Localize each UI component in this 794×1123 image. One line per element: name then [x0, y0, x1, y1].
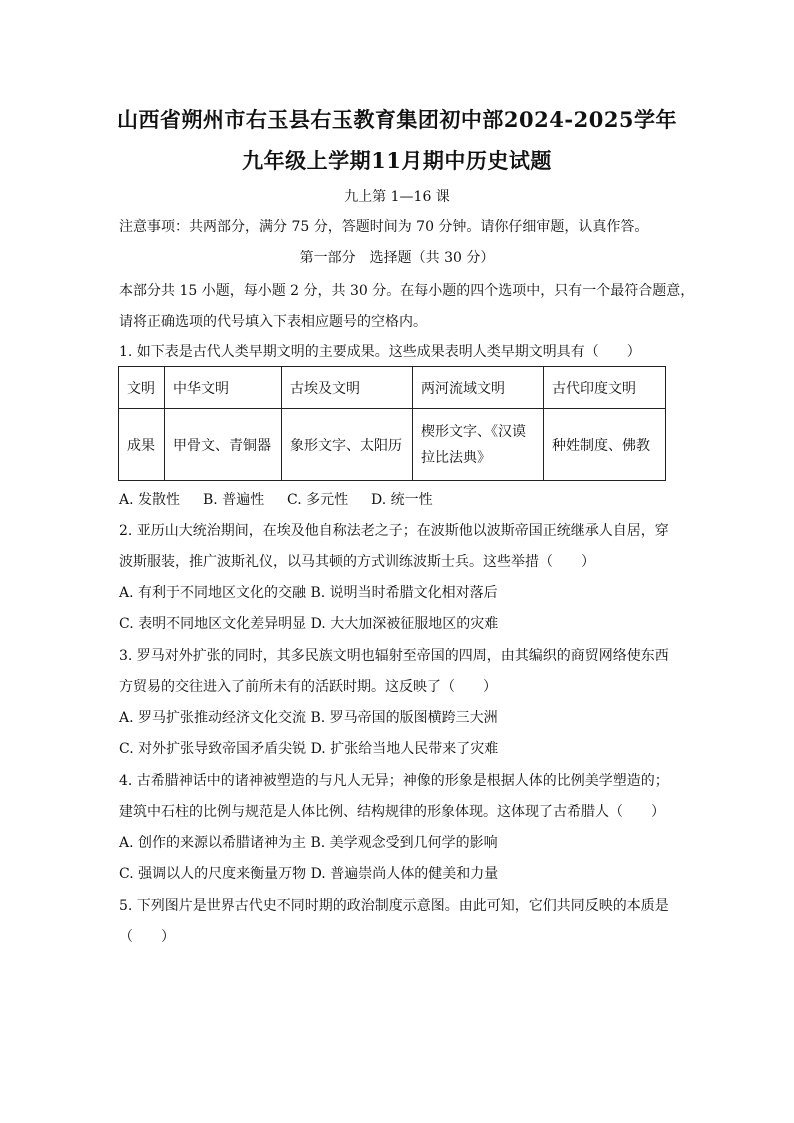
q3-options-cd: C. 对外扩张导致帝国矛盾尖锐 D. 扩张给当地人民带来了灾难 [119, 741, 499, 757]
q3-options-ab: A. 罗马扩张推动经济文化交流 B. 罗马帝国的版图横跨三大洲 [119, 710, 498, 726]
table-cell: 甲骨文、青铜器 [165, 409, 282, 481]
table-cell-line: 楔形文字、《汉谟 [421, 423, 526, 440]
part1-intro-line2: 请将正确选项的代号填入下表相应题号的空格内。 [119, 314, 427, 330]
q3-stem-line2: 方贸易的交往进入了前所未有的活跃时期。这反映了（ ） [119, 679, 497, 695]
q4-stem-line1: 4. 古希腊神话中的诸神被塑造的与凡人无异；神像的形象是根据人体的比例美学塑造的； [119, 773, 669, 789]
q1-stem: 1. 如下表是古代人类早期文明的主要成果。这些成果表明人类早期文明具有（ ） [119, 344, 641, 360]
q4-stem-line2: 建筑中石柱的比例与规范是人体比例、结构规律的形象体现。这体现了古希腊人（ ） [119, 804, 665, 820]
table-cell: 中华文明 [165, 367, 282, 409]
table-row [119, 409, 666, 481]
q2-options-cd: C. 表明不同地区文化差异明显 D. 大大加深被征服地区的灾难 [119, 616, 499, 632]
table-row [119, 367, 666, 409]
table-cell: 成果 [119, 409, 165, 481]
q5-stem-line2: （ ） [119, 929, 175, 945]
q1-civilization-table [118, 366, 666, 481]
q1-option-b: B. 普遍性 [203, 492, 265, 508]
q1-option-c: C. 多元性 [287, 492, 349, 508]
q4-options-ab: A. 创作的来源以希腊诸神为主 B. 美学观念受到几何学的影响 [119, 835, 498, 851]
table-cell [413, 409, 544, 481]
q3-stem-line1: 3. 罗马对外扩张的同时，其多民族文明也辐射至帝国的四周，由其编织的商贸网络使东西 [119, 648, 669, 664]
q1-option-d: D. 统一性 [371, 492, 433, 508]
q1-options [119, 491, 433, 509]
exam-notice: 注意事项：共两部分，满分 75 分，答题时间为 70 分钟。请你仔细审题，认真作答。 [119, 219, 649, 235]
part1-heading: 第一部分 选择题（共 30 分） [299, 250, 495, 266]
course-scope: 九上第 1—16 课 [344, 189, 450, 205]
table-cell: 象形文字、太阳历 [282, 409, 413, 481]
q5-stem-line1: 5. 下列图片是世界古代史不同时期的政治制度示意图。由此可知，它们共同反映的本质是 [119, 898, 669, 914]
q2-options-ab: A. 有利于不同地区文化的交融 B. 说明当时希腊文化相对落后 [119, 585, 498, 601]
exam-title-line2: 九年级上学期11月期中历史试题 [242, 148, 552, 173]
q2-stem-line2: 波斯服装，推广波斯礼仪，以马其顿的方式训练波斯士兵。这些举措（ ） [119, 554, 595, 570]
table-cell-line: 拉比法典》 [421, 449, 491, 466]
table-cell: 古埃及文明 [282, 367, 413, 409]
table-cell: 文明 [119, 367, 165, 409]
table-cell: 两河流域文明 [413, 367, 544, 409]
table-cell: 种姓制度、佛教 [544, 409, 666, 481]
table-cell: 古代印度文明 [544, 367, 666, 409]
part1-intro-line1: 本部分共 15 小题，每小题 2 分，共 30 分。在每小题的四个选项中，只有一个最符合题意， [119, 283, 695, 299]
q1-option-a: A. 发散性 [119, 492, 181, 508]
exam-title-line1: 山西省朔州市右玉县右玉教育集团初中部2024-2025学年 [116, 107, 678, 132]
q4-options-cd: C. 强调以人的尺度来衡量万物 D. 普遍崇尚人体的健美和力量 [119, 866, 499, 882]
q2-stem-line1: 2. 亚历山大统治期间，在埃及他自称法老之子；在波斯他以波斯帝国正统继承人自居，穿 [119, 523, 669, 539]
